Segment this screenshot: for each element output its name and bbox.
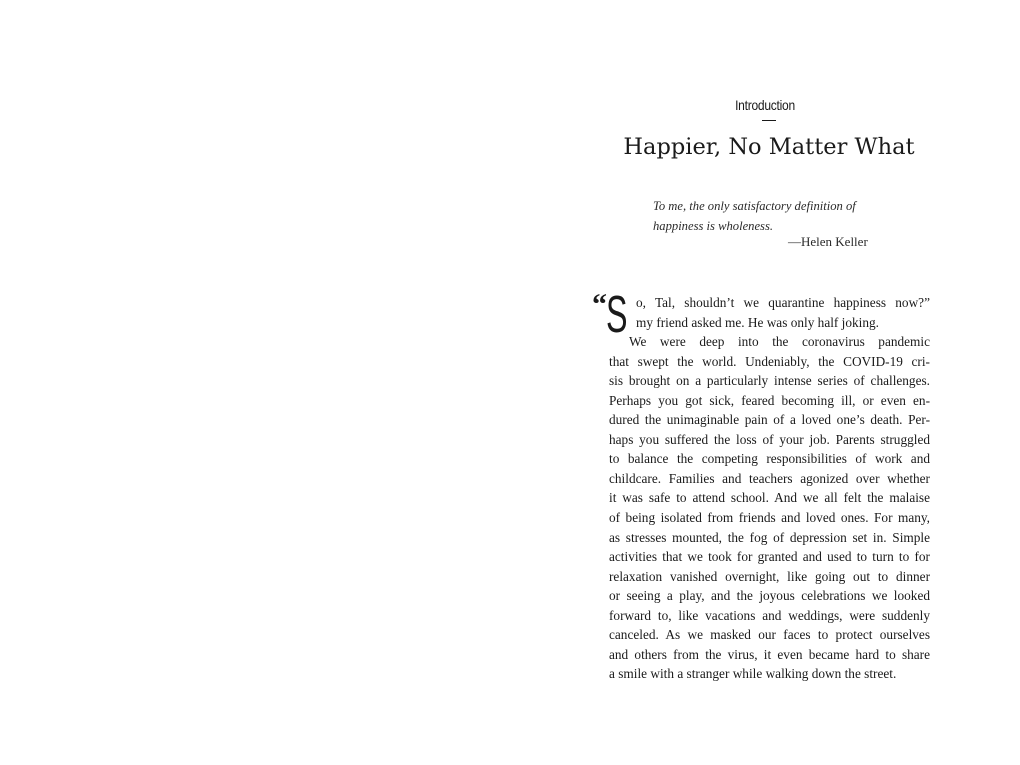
epigraph-quote	[653, 197, 885, 236]
body-line: relaxation vanished overnight, like going out to dinner	[609, 568, 930, 584]
body-line: to balance the competing responsibilities of work and	[609, 451, 930, 467]
body-line: forward to, like vacations and weddings, were suddenly	[609, 607, 930, 623]
opening-quote-mark: “	[592, 288, 607, 321]
body-line: dured the unimaginable pain of a loved one’s death. Per-	[609, 412, 930, 428]
body-text	[609, 293, 930, 684]
body-line: o, Tal, shouldn’t we quarantine happiness now?”	[636, 295, 930, 310]
body-line: Perhaps you got sick, feared becoming ill, or even en-	[609, 392, 930, 408]
chapter-label: Introduction	[735, 97, 795, 113]
body-line: sis brought on a particularly intense series of challenges.	[609, 373, 930, 389]
body-line: my friend asked me. He was only half joking.	[636, 314, 879, 330]
body-line: it was safe to attend school. And we all felt the malaise	[609, 490, 930, 506]
drop-cap-letter: S	[606, 286, 628, 344]
body-line: canceled. As we masked our faces to protect ourselves	[609, 627, 930, 643]
chapter-title: Happier, No Matter What	[623, 134, 915, 160]
body-line: and others from the virus, it even became hard to share	[609, 646, 930, 662]
chapter-divider	[762, 120, 776, 121]
epigraph-line: To me, the only satisfactory definition of	[653, 199, 856, 213]
body-line: of being isolated from friends and loved ones. For many,	[609, 510, 930, 526]
epigraph-attribution: —Helen Keller	[788, 234, 868, 249]
body-line: as stresses mounted, the fog of depression set in. Simple	[609, 529, 930, 545]
right-page	[510, 0, 1020, 765]
body-line: a smile with a stranger while walking down the street.	[609, 666, 897, 682]
body-line: We were deep into the coronavirus pandemic	[629, 334, 930, 350]
body-line: that swept the world. Undeniably, the COVID-19 cri-	[609, 353, 930, 369]
body-line: childcare. Families and teachers agonized over whether	[609, 470, 930, 486]
body-line: activities that we took for granted and used to turn to for	[609, 549, 930, 565]
epigraph-line: happiness is wholeness.	[653, 218, 773, 233]
body-line: haps you suffered the loss of your job. Parents struggled	[609, 431, 930, 447]
body-line: or seeing a play, and the joyous celebrations we looked	[609, 588, 930, 604]
